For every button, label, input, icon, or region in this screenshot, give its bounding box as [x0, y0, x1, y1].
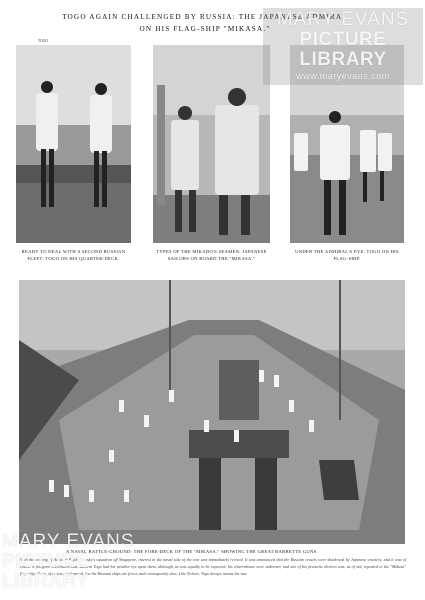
body-text: With the coming of Admiral Rojdestvensky's squadron off Singapore, interest in the naval side of the war was immediately revived. It was announced that the Russian vessels were shadowed by Japanese cruisers, and it was of course a foregone conclusion that Admiral Togo had his weather eye upon them, although, as was equally to be expected, his whereabouts were unknown, and one of his favourite devices was, as of old, repeated to the "Mikasa" flag-ship. He is, of course, undaunted, but the Russian ships are fewer, and consequently slow. Like Nelson, Togo always means his war. — [20, 557, 406, 576]
photo-fore-deck — [19, 280, 405, 544]
watermark-top-line2: PICTURE LIBRARY — [299, 29, 387, 70]
photo-japanese-sailors — [153, 45, 270, 243]
watermark-top-line3: www.maryevans.com — [296, 71, 390, 81]
photo-togo-quarter-deck — [16, 45, 131, 243]
watermark-top-line1: MARY EVANS — [276, 9, 410, 30]
title-line-1: TOGO AGAIN CHALLENGED BY RUSSIA: THE JAPANESE ADMIRAL — [62, 13, 348, 21]
watermark-bottom-line1: MARY EVANS — [2, 531, 135, 552]
caption-middle: TYPES OF THE MIKADO'S SEAMEN: JAPANESE SAILORS ON BOARD THE "MIKASA." — [156, 249, 267, 261]
caption-right: UNDER THE ADMIRAL'S EYE: TOGO ON HIS FLAG-SHIP. — [295, 249, 399, 261]
watermark-bottom-line2: PICTURE LIBRARY — [2, 551, 90, 592]
page-title — [40, 11, 370, 35]
title-line-2: ON HIS FLAG-SHIP "MIKASA." — [139, 25, 271, 33]
photo-togo-flag-ship — [290, 45, 404, 243]
photo-left-tag: TOGO. — [38, 39, 49, 43]
caption-main: A NAVAL BATTLE-GROUND: THE FORE-DECK OF THE "MIKASA," SHOWING THE GREAT BARBETTE GUNS. — [66, 549, 318, 554]
caption-left: READY TO DEAL WITH A SECOND RUSSIAN FLEET: TOGO ON HIS QUARTER-DECK. — [21, 249, 126, 261]
